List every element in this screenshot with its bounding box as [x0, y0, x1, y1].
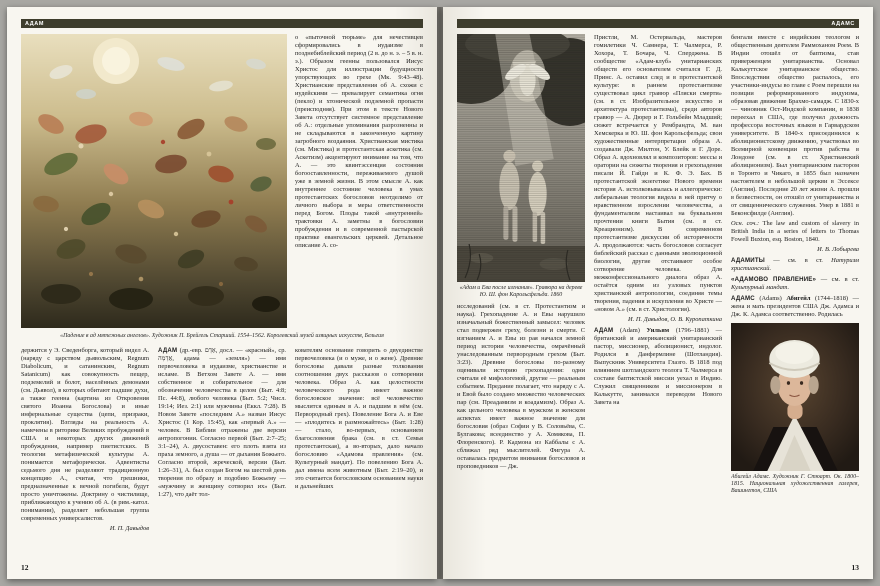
left-column-1 — [21, 347, 149, 545]
entry-adam-continuation: кователям основание говорить о двуединстве первочеловека (и о муже, и о жене). Древние богословы давали разные толкования соотношения двух рассказов о сотворении человека. Образ А. как целостности человеческого рода имеет важное богословское значение: всё человечество мыслится единым в А. и падшим в нём (см. Первородный грех). Повеление Бога А. и Еве — «плодитесь и размножайтесь» (Быт. 1:28) — стало, во-первых, основанием благословения брака (см. в ст. Семья протестантская), а во-вторых, дало начало богословию «Адамова правления» (см. Культурный мандат). По повелению Бога А. дал имена всем животным (Быт. 2:19–20), и это считается богословским основанием науки и дальнейших — [295, 347, 423, 491]
entry-adam — [158, 347, 286, 499]
entry-adams-abigail-body: (1744–1818) — жена и мать президентов США Дж. Адамса и Дж. К. Адамса соответственно. Родилась — [731, 295, 859, 318]
painting-caption: «Падение в ад мятежных ангелов». Художник П. Брейгель Старший. 1554–1562. Королевский музей изящных искусств, Бельгия — [60, 333, 384, 339]
portrait-caption: Абигейл Адамс. Художник Г. Стюарт. Ок. 1800–1815. Национальная художественная галерея, Вашингтон, США — [731, 474, 859, 495]
engraving-caption: «Адам и Ева после изгнания». Гравюра на дереве Ю. Ш. фон Карольсфельда. 1860 — [459, 285, 583, 299]
right-text-columns — [457, 34, 859, 562]
entry-first-name: Абигейл — [786, 295, 811, 302]
left-text-columns — [21, 347, 423, 545]
entry-adam-body: (др.-евр. אָדָם, досл. — «красный», ср. אֲדָמָה, адама́ — «земля») — имя первочеловека в иудаизме, христианстве и исламе. В Ветхом Завете А. — имя собственное и собирательное — для обозначения человечества в целом (Быт. 4:8; Пс. 44:8), любого человека (Быт. 5:2; Числ. 19:14; Иез. 2:1) или мужчины (Еккл. 7:28). В Новом Завете «последним А.» назван Иисус Христос (1 Кор. 15:45), как «первый А.» — человек. В Библии отражены две версии антропогонии. Согласно первой (Быт. 2:7–25; 3:1–24), А. двусоставен: его плоть взята из праха земного, а душа — от дыхания Божьего. Согласно второй, жреческой, версии (Быт. 1:26–31), А. был создан Богом на шестой день творения по образу и подобию Божьему — «мужчину и женщину сотворил их» (Быт. 1:27), что даёт тол- — [158, 347, 286, 499]
entry-adam-william — [594, 327, 722, 407]
works-reference — [731, 220, 859, 244]
entry-adamites — [731, 257, 859, 273]
see-reference: Натуризм христианский. — [731, 257, 859, 272]
left-top-section — [21, 34, 423, 328]
headword-adamites: АДАМИТЫ — [731, 257, 765, 264]
author-signature: И. П. Давыдов — [109, 525, 149, 533]
right-page — [443, 7, 873, 579]
author-signature: И. П. Давыдов, О. В. Куропаткина — [628, 316, 722, 323]
see-reference-prefix: — см. в ст. — [820, 276, 859, 283]
entry-adam-william-continuation: бенгали вместе с индийским теологом и общественным деятелем Раммоханом Роем. В Индии отошёл от баптизма, став приверженцем унитарианства. Основал Калькуттское унитарианское общество. Впоследствии общество распалось, его участники-индусы во главе с Роем перешли на позиции реформированного индуизма, образовав движение Брахмо-самадж. С 1830-х — чиновник Ост-Индской компании, в 1838 переехал в США, где получил должность профессора восточных языков в Гарвардском университете. В 1840-х присоединился к аболиционистскому движению, участвовал во Всемирной конвенции против рабства в Лондоне (см. в ст. Христианский аболиционизм). Был унитарианским пастором в Торонто и Чикаго, в 1855 был назначен настоятелем в небольшой церкви в Эссексе (Англия). Последние 20 лет жизни А. прошли в безвестности, он отошёл от унитарианства и от священнического служения. Умер в 1881 в Беконсфилде (Англия). — [731, 34, 859, 217]
running-head-right — [457, 19, 859, 28]
page-number-right: 13 — [851, 563, 859, 572]
see-reference-prefix: — см. в ст. — [773, 257, 823, 264]
entry-first-name: Уильям — [646, 327, 670, 334]
left-column-2 — [158, 347, 286, 545]
headword-adam: АДАМ — [158, 347, 178, 355]
page-number-left: 12 — [21, 563, 29, 572]
entry-latin-name: (Adams) — [759, 295, 782, 302]
works-text: The law and custom of slavery in British India in a series of letters to Thomas Fowell Buxton, esq. Boston, 1840. — [731, 220, 859, 243]
headword-adams-abigail: АДАМС — [731, 295, 755, 302]
article-adam-continuation: исследований (см. в ст. Протестантизм и наука). Грехопадение А. и Евы нарушило изначальный божественный замысел: человек стал подвержен греху, болезни и смерти. С изгнанием А. и Евы из рая начался земной период истории человечества, омрачённый унаследованным первородным грехом (Быт. 3:23). Древние богословы по-разному оценивали историю грехопадения: одни считали её мифологемой, другие — реальным событием. Предание полагает, что наряду с А. и Евой было создано множество человеческих пар (см. Преадамизм и коадамизм). Образ А. как цельного человека в мужском и женском аспектах имеет важное значение для богословия (образ Софии у В. Соловьёва, С. Булгакова; всеединство у А. Хомякова, П. Флоренского). Р. Кадмона из Каббалы с А. сближал ряд мыслителей. Фигура А. оставалась предметом внимания богословов и проповедников — Дж. — [457, 303, 585, 471]
engraving-adam-and-eve-expulsion — [457, 34, 585, 282]
headword-adamovo: «АДАМОВО ПРАВЛЕНИЕ» — [731, 276, 817, 283]
article-ad-continuation: о «пыточной тюрьме» для нечестивцев сформировались в иудаизме в позднебиблейский период (2 в. до н. э. – 5 в. н. э.). Образом геенны пользовался Иисус Христос для иллюстрации будущности упорствующих во грехе (Мк. 9:43–48). Христианские представления об А. схожи с иудейскими — превалирует семантика огня (пекло) и хтонической подземной пропасти (преисподняя). При этом в тексте Нового Завета отсутствует системное представление об А.: отдельные упоминания разрозненны и не складываются в законченную картину загробного воздаяния. Христианская мистика (см. Мистика) и протестантская аскетика (см. Аскетизм) акцентируют внимание на том, что А. — это квинтэссенция состояния богооставленности, переживаемого душой уже в земной жизни. В этом смысле А. как внутреннее состояние человека в умах протестантских богословов неотделимо от личного выбора и меры ответственности перед Богом. Плоды такой «внутренней» трактовки А. заметны в богословии пробуждения и в современной пастырской практике евангельских церквей. Детальное описание А. со- — [295, 34, 423, 249]
encyclopedia-spread — [7, 7, 873, 579]
running-head-label: АДАМС — [831, 20, 855, 27]
entry-adams-abigail — [731, 295, 859, 319]
right-column-2 — [594, 34, 722, 562]
works-label: Осн. соч.: — [731, 220, 760, 227]
article-ad-end: держится у Э. Сведенборга, который видел А. (наряду с царством дьявольским, Regnum Diabolicum, и сатанинским, Regnum Satanicum) как совокупность пещер, подземелий и болот, населённых демонами (см. Дьявол), в которых обитают падшие духи, а также геенна (картина из Откровения святого Иоанна Богослова) и иные инфернальные существа (цепи, призраки, проклятия). Взгляды на реальность А. намечены в риторике Великих пробуждений в США и некоторых других движений пробуждения, например пиетистских. В теологии метафизической культуры А. понимается метафорически. Адвентисты седьмого дня не разделяют традиционную концепцию А., считая, что грешники, предназначенные к вечной погибели, будут просто уничтожены. Доктрину о чистилище, приближающую к учению об А. (в рим.-катол. понимании), разделяет небольшая группа современных универсалистов. — [21, 347, 149, 523]
engraving-image — [457, 34, 585, 282]
article-adam-body: Пристли, М. Остервальда, мастеров гомилетики Ч. Самнера, Т. Чалмерса, Р. Хохора, Т. Бочара, Ч. Сперджена. В сообществе «Адам-клуб» унитарианских обществ его основателем считался Г. Д. Принс. А. оставил след и в протестантской культуре: в раннем протестантизме существовал цикл гравюр «Пляски смерти» (см. в ст. Изобразительное искусство и архитектура протестантизма), среди авторов гравюр — А. Дюрер и Г. Гольбейн Младший; сюжет встречается у Рембрандта, М. ван Хемскерка и Ю. Ш. фон Карольсфельда; свои художественные интерпретации образа А. создавали Дж. Милтон, У. Блейк и Г. Доре. Образ А. вдохновлял и композиторов: мессы и оратории на сюжеты творения и грехопадения писали Й. Гайдн и К. Ф. Э. Бах. В протестантской экзегетике Нового времени история А. истолковывалась и аллегорически: либеральная теология видела в ней притчу о нравственном взрослении человечества, а фундаментализм настаивал на буквальном прочтении книги Бытия (см. в ст. Креационизм). В современном протестантизме дискуссии об историчности А. продолжаются: часть богословов согласует библейский рассказ с данными эволюционной биологии, другие отстаивают особое сотворение человека. Для межконфессионального диалога образ А. остаётся одним из узловых пунктов христианской антропологии, соединяя темы творения, падения и искупления во Христе — «новом А.» (см. в ст. Христология). — [594, 34, 722, 313]
running-head-label: АДАМ — [25, 20, 45, 27]
running-head-left — [21, 19, 423, 28]
left-page — [7, 7, 437, 579]
entry-adamovo-pravlenie — [731, 276, 859, 292]
painting-image — [21, 34, 287, 328]
see-reference: Культурный мандат. — [731, 284, 790, 291]
left-column-3 — [295, 347, 423, 545]
author-signature: И. В. Лобырева — [817, 246, 859, 253]
portrait-abigail-adams — [731, 323, 859, 471]
right-column-1 — [457, 34, 585, 562]
headword-adam-william: АДАМ — [594, 327, 614, 334]
side-text-column — [295, 34, 423, 328]
entry-adam-william-body: (1796–1881) — британский и американский унитарианский пастор, миссионер, аболиционист, индолог. Родился в Данфермлине (Шотландия). Выпускник Университета Глазго. В 1818 под влиянием шотландского теолога Т. Чалмерса в составе баптистской миссии уехал в Индию. Служил священником и миссионером в Калькутте, занимался переводом Нового Завета на — [594, 327, 722, 406]
portrait-image — [731, 323, 859, 471]
entry-latin-name: (Adam) — [619, 327, 640, 334]
right-column-3 — [731, 34, 859, 562]
painting-fall-of-rebel-angels — [21, 34, 287, 328]
